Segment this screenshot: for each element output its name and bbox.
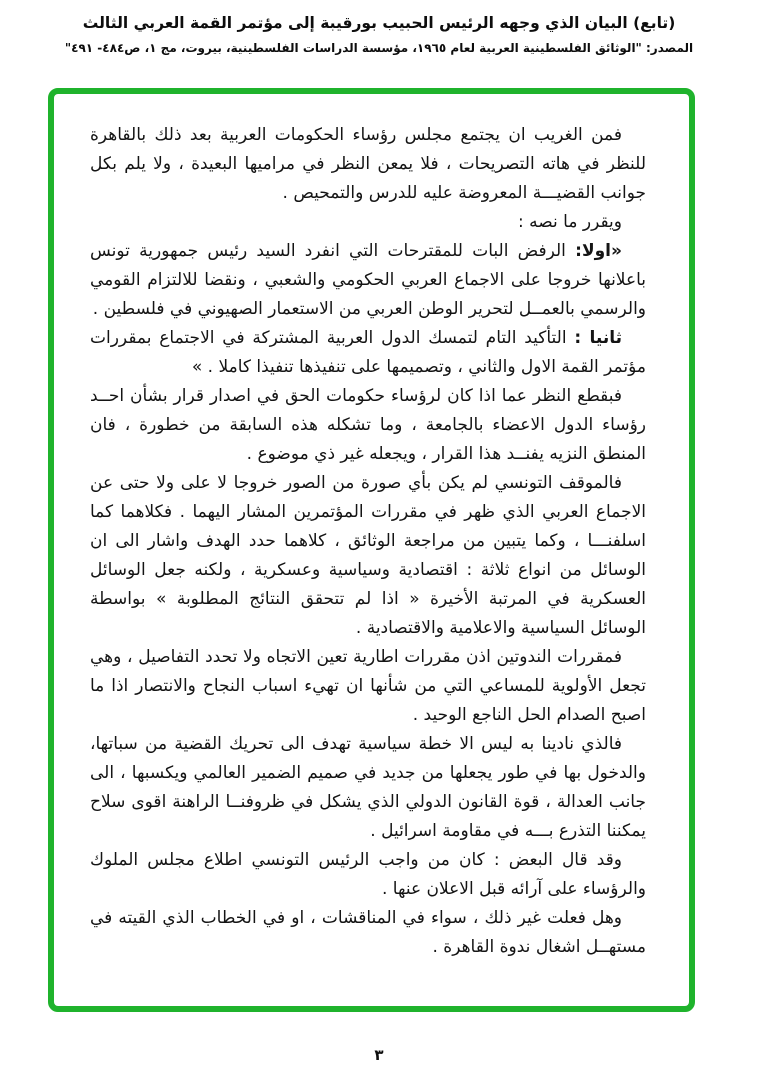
document-source-line: المصدر: "الوثائق الفلسطينية العربية لعام ١٩٦٥، مؤسسة الدراسات الفلسطينية، بيروت، مج ١، ص٤٨٤- ٤٩١" bbox=[64, 41, 694, 55]
paragraph-text: التأكيد التام لتمسك الدول العربية المشتركة في الاجتماع بمقررات مؤتمر القمة الاول والثاني ، وتصميمها على تنفيذها تنفيذا كاملا . » bbox=[90, 328, 646, 377]
paragraph bbox=[90, 643, 646, 730]
paragraph bbox=[90, 237, 646, 324]
paragraph bbox=[90, 382, 646, 469]
paragraph-text: فالموقف التونسي لم يكن بأي صورة من الصور خروجا لا على ولا حتى عن الاجماع العربي الذي ظهر في مقررات المؤتمرين المشار اليهما . فكلاهما كما اسلفنـــا ، وكما يتبين من مراجعة الوثائق ، كلاهما حدد الهدف واشار الى ان الوسائل من انواع ثلاثة : اقتصادية وسياسية وعسكرية ، ولكنه جعل الوسائل العسكرية في المرتبة الأخيرة « اذا لم تتحقق النتائج المطلوبة » بواسطة الوسائل السياسية والاعلامية والاقتصادية . bbox=[90, 473, 646, 638]
paragraph-text: وهل فعلت غير ذلك ، سواء في المناقشات ، او في الخطاب الذي القيته في مستهــل اشغال ندوة القاهرة . bbox=[90, 908, 646, 957]
paragraph-lead: «اولا: bbox=[575, 241, 622, 261]
paragraph bbox=[90, 324, 646, 382]
paragraph bbox=[90, 121, 646, 208]
paragraph bbox=[90, 730, 646, 846]
paragraph-text: ويقرر ما نصه : bbox=[518, 212, 622, 232]
paragraph-text: فمقررات الندوتين اذن مقررات اطارية تعين الاتجاه ولا تحدد التفاصيل ، وهي تجعل الأولوية للمساعي التي من شأنها ان تهيء اسباب النجاح والانتصار اذا ما اصبح الصدام الحل الناجع الوحيد . bbox=[90, 647, 646, 725]
document-title: (تابع) البيان الذي وجهه الرئيس الحبيب بورقيبة إلى مؤتمر القمة العربي الثالث bbox=[82, 14, 676, 32]
paragraph-text: فمن الغريب ان يجتمع مجلس رؤساء الحكومات العربية بعد ذلك بالقاهرة للنظر في هاته التصريحات ، فلا يمعن النظر في مراميها البعيدة ، ولا يلم بكل جوانب القضيـــة المعروضة عليه للدرس والتمحيص . bbox=[90, 125, 646, 203]
paragraph-text: فالذي نادينا به ليس الا خطة سياسية تهدف الى تحريك القضية من سباتها، والدخول بها في طور يجعلها من جديد في صميم الضمير العالمي ويكسبها ، الى جانب العدالة ، قوة القانون الدولي الذي يشكل في ظروفنــا الراهنة اقوى سلاح يمكننا التذرع بـــه في مقاومة اسرائيل . bbox=[90, 734, 646, 841]
paragraph-text: فبقطع النظر عما اذا كان لرؤساء حكومات الحق في اصدار قرار بشأن احــد رؤساء الدول الاعضاء بالجامعة ، وما تشكله هذه السابقة من خطورة ، فان المنطق النزيه يفنــد هذا القرار ، ويجعله غير ذي موضوع . bbox=[90, 386, 646, 464]
paragraph bbox=[90, 208, 646, 237]
document-body-text bbox=[90, 121, 646, 962]
paragraph bbox=[90, 469, 646, 643]
paragraph-text: وقد قال البعض : كان من واجب الرئيس التونسي اطلاع مجلس الملوك والرؤساء على آرائه قبل الاعلان عنها . bbox=[90, 850, 646, 899]
page-header bbox=[0, 14, 758, 55]
page-number: ٣ bbox=[374, 1046, 384, 1064]
paragraph-text: الرفض البات للمقترحات التي انفرد السيد رئيس جمهورية تونس باعلانها خروجا على الاجماع العربي الحكومي والشعبي ، ونقضا للالتزام القومي والرسمي بالعمــل لتحرير الوطن العربي من الاستعمار الصهيوني في فلسطين . bbox=[90, 241, 646, 319]
paragraph bbox=[90, 846, 646, 904]
paragraph bbox=[90, 904, 646, 962]
paragraph-lead: ثانيا : bbox=[574, 328, 622, 348]
